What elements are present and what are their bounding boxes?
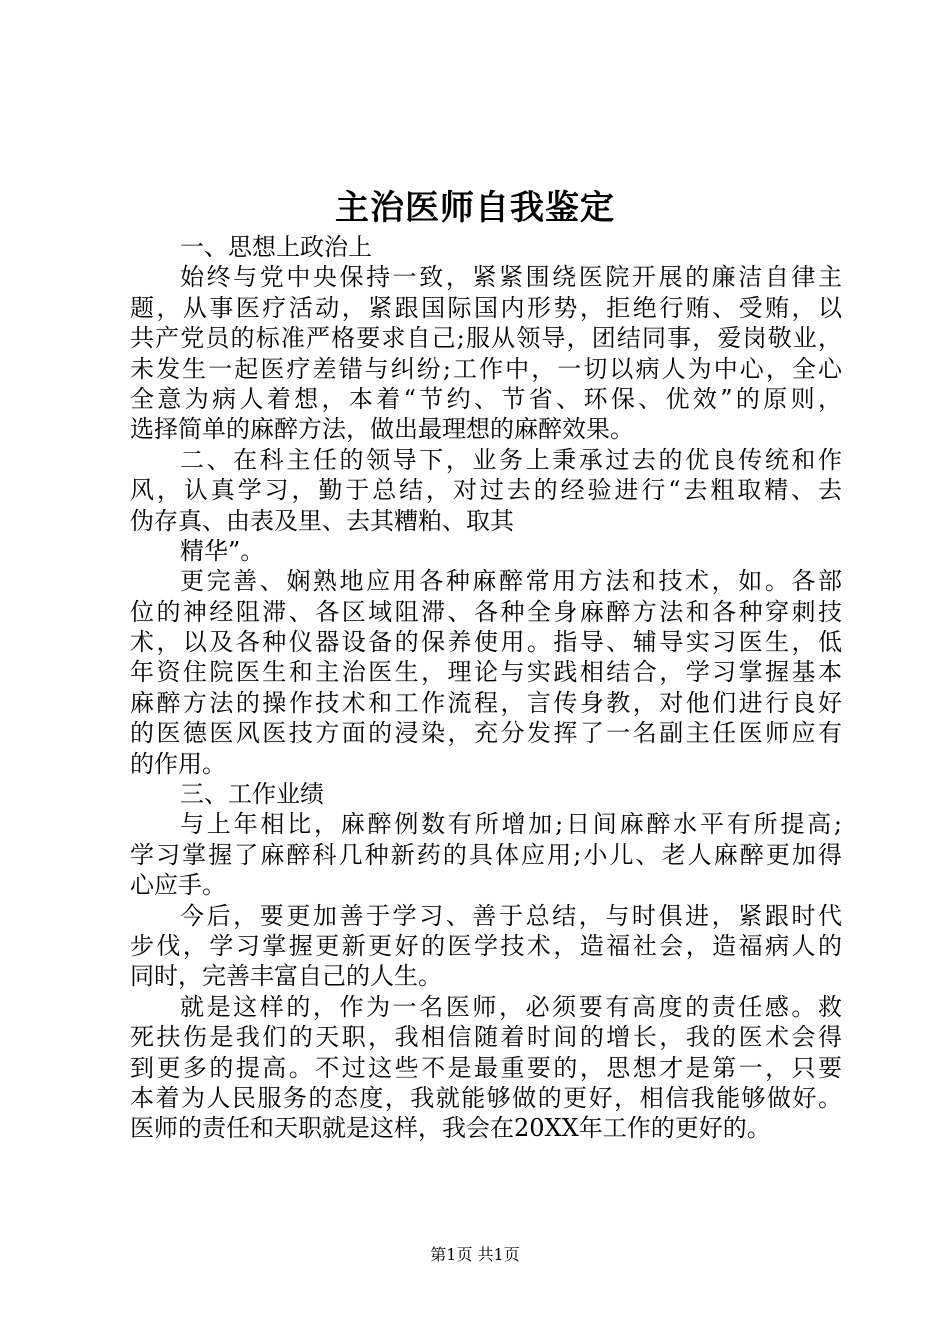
text-line: 伪存真、由表及里、去其糟粕、取其	[130, 506, 514, 535]
text-line: 始终与党中央保持一致，紧紧围绕医院开展的廉洁自律主	[180, 263, 845, 292]
text-line: 麻醉方法的操作技术和工作流程，言传身教，对他们进行良好	[130, 688, 845, 717]
text-line: 更完善、娴熟地应用各种麻醉常用方法和技术，如。各部	[180, 567, 845, 596]
text-line: 三、工作业绩	[180, 780, 324, 809]
text-line: 的作用。	[130, 749, 226, 778]
text-line: 与上年相比，麻醉例数有所增加;日间麻醉水平有所提高;	[180, 810, 845, 839]
text-line: 本着为人民服务的态度，我就能够做的更好，相信我能够做好。	[130, 1083, 844, 1112]
text-line: 同时，完善丰富自己的人生。	[130, 962, 442, 991]
text-line: 一、思想上政治上	[180, 233, 372, 261]
document-title: 主治医师自我鉴定	[335, 188, 615, 228]
text-line: 年资住院医生和主治医生，理论与实践相结合，学习掌握基本	[130, 658, 845, 687]
text-line: 题，从事医疗活动，紧跟国际国内形势，拒绝行贿、受贿，以	[130, 293, 845, 322]
text-line: 今后，要更加善于学习、善于总结，与时俱进，紧跟时代	[180, 901, 845, 930]
text-line: 全意为病人着想，本着“节约、节省、环保、优效”的原则，	[130, 384, 846, 413]
text-line: 选择简单的麻醉方法，做出最理想的麻醉效果。	[130, 415, 634, 444]
text-line: 二、在科主任的领导下，业务上秉承过去的优良传统和作	[180, 445, 845, 474]
text-line: 共产党员的标准严格要求自己;服从领导，团结同事，爱岗敬业，	[130, 324, 844, 353]
text-line: 精华”。	[180, 536, 265, 565]
text-line: 就是这样的，作为一名医师，必须要有高度的责任感。救	[180, 992, 845, 1021]
text-line: 死扶伤是我们的天职，我相信随着时间的增长，我的医术会得	[130, 1023, 845, 1052]
text-line: 到更多的提高。不过这些不是最重要的，思想才是第一，只要	[130, 1053, 845, 1082]
text-line: 医师的责任和天职就是这样，我会在20XX年工作的更好的。	[130, 1114, 771, 1143]
text-line: 位的神经阻滞、各区域阻滞、各种全身麻醉方法和各种穿刺技	[130, 597, 845, 626]
text-line: 风，认真学习，勤于总结，对过去的经验进行“去粗取精、去	[130, 476, 845, 505]
text-line: 心应手。	[130, 871, 226, 900]
document-body	[130, 232, 846, 1144]
text-line: 学习掌握了麻醉科几种新药的具体应用;小儿、老人麻醉更加得	[130, 840, 845, 869]
page-footer: 第1页 共1页	[430, 1245, 520, 1264]
text-line: 未发生一起医疗差错与纠纷;工作中，一切以病人为中心，全心	[130, 354, 845, 383]
text-line: 步伐，学习掌握更新更好的医学技术，造福社会，造福病人的	[130, 931, 845, 960]
text-line: 的医德医风医技方面的浸染，充分发挥了一名副主任医师应有	[130, 719, 845, 748]
text-line: 术，以及各种仪器设备的保养使用。指导、辅导实习医生，低	[130, 628, 845, 657]
